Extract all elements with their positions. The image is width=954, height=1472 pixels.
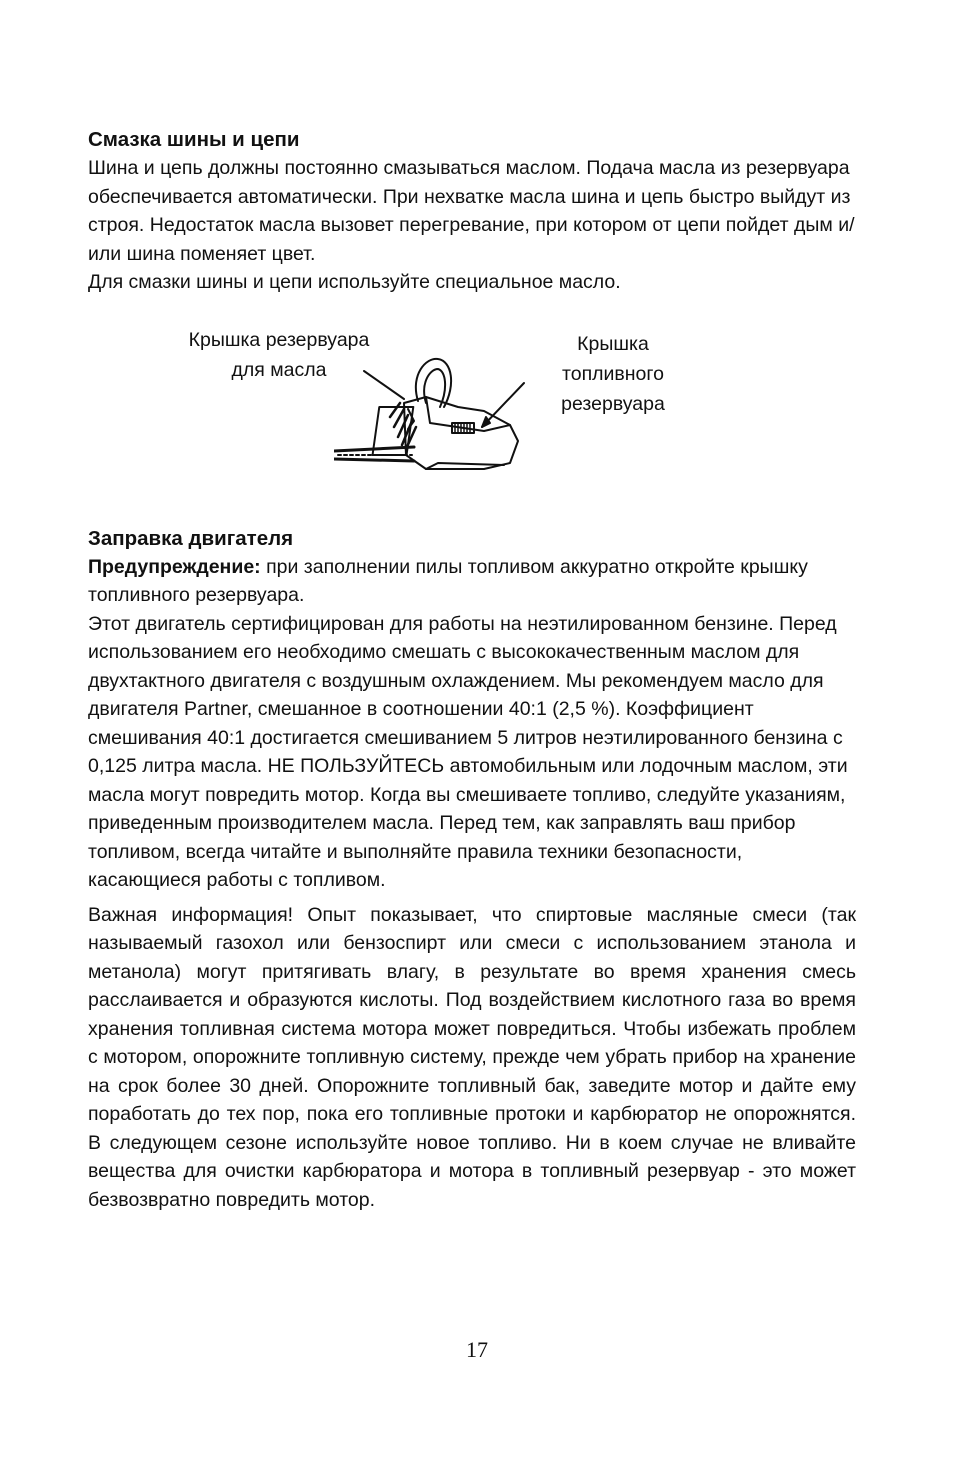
chainsaw-illustration: [334, 345, 534, 475]
fuel-mix-paragraph: Этот двигатель сертифицирован для работы на неэтилированном бензине. Перед использованием его необходимо смешать с высококачественным маслом для двухтактного двигателя с воздушным охлаждением. Мы рекомендуем масло для двигателя Partner, смешанное в соотношении 40:1 (2,5 %). Коэффициент смешивания 40:1 достигается смешиванием 5 литров неэтилированного бензина с 0,125 литра масла. НЕ ПОЛЬЗУЙТЕСЬ автомобильным или лодочным маслом, эти масла могут повредить мотор. Когда вы смешиваете топливо, следуйте указаниям, приведенным производителем масла. Перед тем, как заправлять ваш прибор топливом, всегда читайте и выполняйте правила техники безопасности, касающиеся работы с топливом.: [88, 612, 848, 891]
page-content: [88, 126, 856, 1214]
lubrication-oil-note: Для смазки шины и цепи используйте специальное масло.: [88, 271, 621, 293]
refuel-section: [88, 525, 856, 1215]
warning-lead: Предупреждение:: [88, 555, 261, 578]
section-heading-refuel: Заправка двигателя: [88, 526, 294, 550]
important-info-paragraph: Важная информация! Опыт показывает, что спиртовые масляные смеси (так называемый газохол или бензоспирт или смеси с использованием этанола и метанола) могут притягивать влагу, в результате во время хранения смесь расслаивается и образуются кислоты. Под воздействием кислотного газа во время хранения топливная система мотора может повредиться. Чтобы избежать проблем с мотором, опорожните топливную систему, прежде чем убрать прибор на хранение на срок более 30 дней. Опорожните топливный бак, заведите мотор и дайте ему поработать до тех пор, пока его топливные протоки и карбюратор не опорожнятся. В следующем сезоне используйте новое топливо. Ни в коем случае не вливайте вещества для очистки карбюратора и мотора в топливный резервуар - это может безвозвратно повредить мотор.: [88, 903, 856, 1211]
section-heading-lubrication: Смазка шины и цепи: [88, 128, 300, 151]
chainsaw-figure: [88, 321, 856, 517]
warning-text: при заполнении пилы топливом аккуратно откройте крышку топливного резервуара.: [88, 555, 808, 606]
fuel-tank-cap-label: Крышка топливного резервуара: [561, 332, 665, 415]
warning-paragraph: [88, 553, 856, 610]
oil-tank-cap-label: Крышка резервуара для масла: [188, 328, 370, 381]
page-number: 17: [466, 1337, 488, 1362]
lubrication-paragraph: Шина и цепь должны постоянно смазываться маслом. Подача масла из резервуара обеспечивается автоматически. При нехватке масла шина и цепь быстро выйдут из строя. Недостаток масла вызовет перегревание, при котором от цепи пойдет дым и/или шина поменяет цвет.: [88, 157, 855, 265]
